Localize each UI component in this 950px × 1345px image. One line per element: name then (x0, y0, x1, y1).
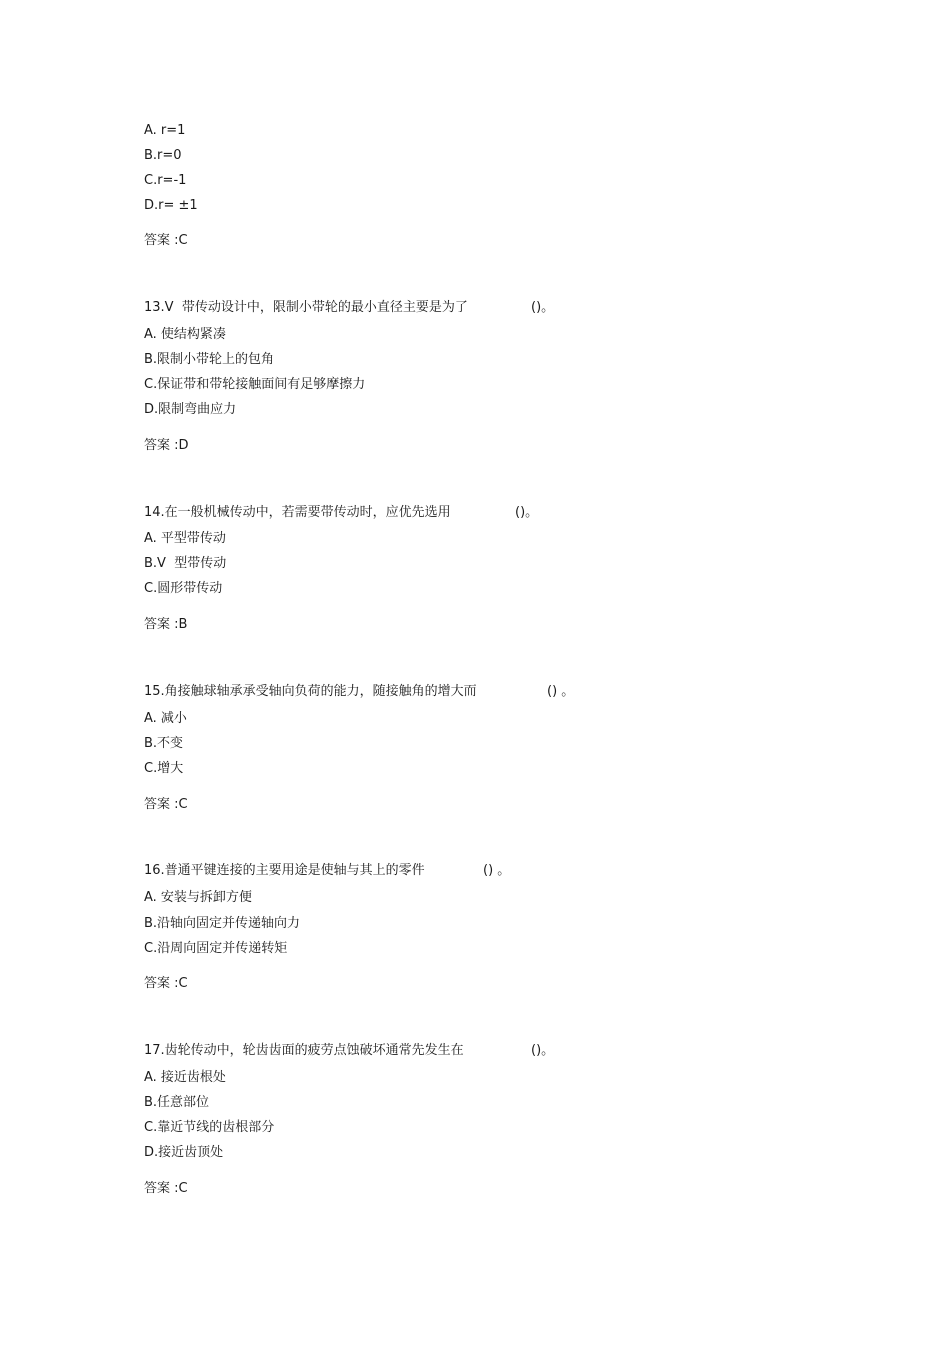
option-c: C.r=-1 (144, 173, 187, 188)
option-a: A. 接近齿根处 (144, 1070, 226, 1085)
option-d: D.限制弯曲应力 (144, 402, 237, 417)
option-a: A. 安装与拆卸方便 (144, 890, 252, 905)
answer-blank: () 。 (483, 863, 511, 878)
option-b: B.不变 (144, 736, 184, 751)
option-b: B.任意部位 (144, 1095, 210, 1110)
question-stem: 15.角接触球轴承承受轴向负荷的能力，随接触角的增大而 (144, 684, 477, 699)
option-d: D.接近齿顶处 (144, 1145, 224, 1160)
option-b: B.r=0 (144, 148, 182, 163)
option-d: D.r= ±1 (144, 198, 198, 213)
answer: 答案 :C (144, 233, 188, 248)
option-a: A. 减小 (144, 711, 187, 726)
option-a: A. r=1 (144, 123, 186, 138)
answer-blank: ()。 (515, 505, 539, 520)
answer-blank: ()。 (531, 300, 555, 315)
answer: 答案 :C (144, 797, 188, 812)
option-b: B.限制小带轮上的包角 (144, 352, 275, 367)
option-c: C.保证带和带轮接触面间有足够摩擦力 (144, 377, 366, 392)
option-b: B.V 型带传动 (144, 556, 227, 571)
option-a: A. 使结构紧凑 (144, 327, 226, 342)
answer-blank: ()。 (531, 1043, 555, 1058)
answer-blank: () 。 (547, 684, 575, 699)
answer: 答案 :C (144, 976, 188, 991)
question-stem: 13.V 带传动设计中，限制小带轮的最小直径主要是为了 (144, 300, 468, 315)
question-stem: 17.齿轮传动中，轮齿齿面的疲劳点蚀破坏通常先发生在 (144, 1043, 464, 1058)
option-c: C.靠近节线的齿根部分 (144, 1120, 275, 1135)
option-c: C.圆形带传动 (144, 581, 223, 596)
answer: 答案 :C (144, 1181, 188, 1196)
option-a: A. 平型带传动 (144, 531, 226, 546)
answer: 答案 :B (144, 617, 188, 632)
option-b: B.沿轴向固定并传递轴向力 (144, 916, 301, 931)
question-stem: 16.普通平键连接的主要用途是使轴与其上的零件 (144, 863, 425, 878)
answer: 答案 :D (144, 438, 189, 453)
option-c: C.沿周向固定并传递转矩 (144, 941, 288, 956)
question-stem: 14.在一般机械传动中，若需要带传动时，应优先选用 (144, 505, 451, 520)
option-c: C.增大 (144, 761, 184, 776)
